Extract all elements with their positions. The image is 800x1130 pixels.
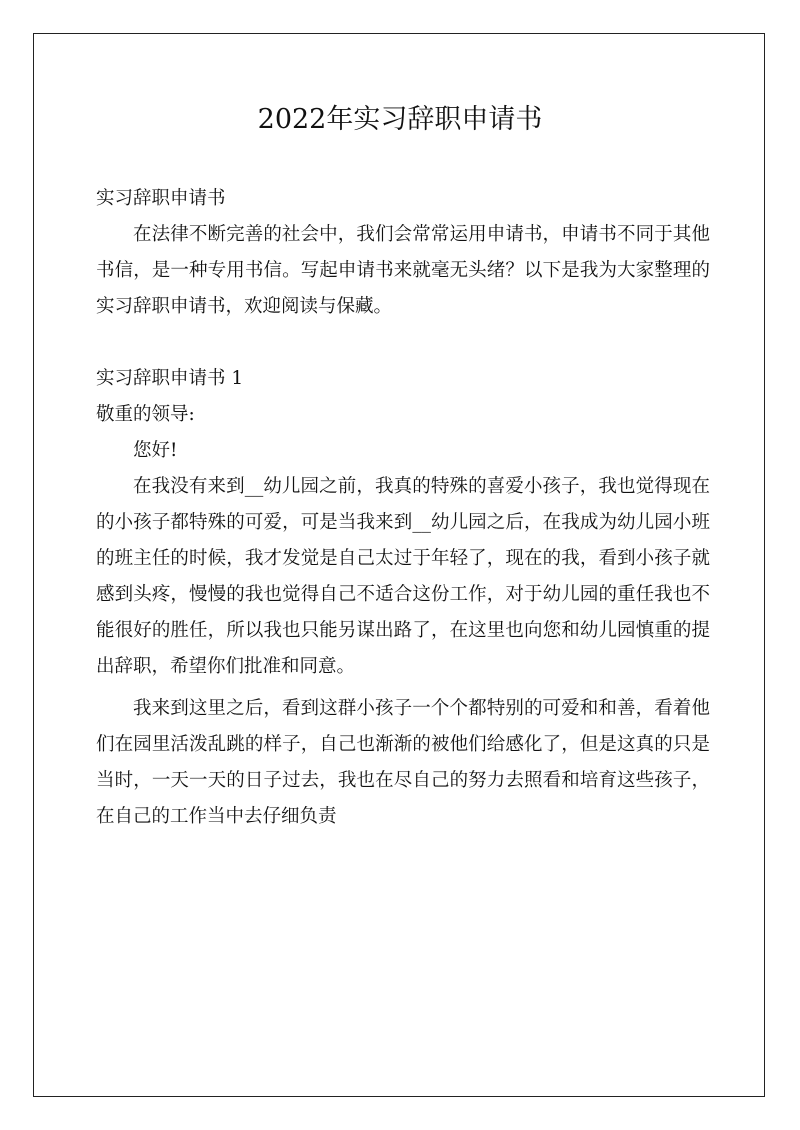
body-paragraph-2: 我来到这里之后，看到这群小孩子一个个都特别的可爱和和善，看着他们在园里活泼乱跳的样子，自己也渐渐的被他们给感化了，但是这真的只是当时，一天一天的日子过去，我也在尽自己的努力去照看和培育这些孩子，在自己的工作当中去仔细负责 — [96, 698, 710, 827]
greeting: 您好! — [133, 440, 178, 461]
document-body — [96, 181, 710, 835]
intro-paragraph: 在法律不断完善的社会中，我们会常常运用申请书，申请书不同于其他书信，是一种专用书信。写起申请书来就毫无头绪？以下是我为大家整理的实习辞职申请书，欢迎阅读与保藏。 — [96, 224, 710, 317]
salutation: 敬重的领导: — [96, 404, 195, 425]
document-heading: 实习辞职申请书 — [96, 188, 226, 209]
body-paragraph-1: 在我没有来到__幼儿园之前，我真的特殊的喜爱小孩子，我也觉得现在的小孩子都特殊的可爱，可是当我来到__幼儿园之后，在我成为幼儿园小班的班主任的时候，我才发觉是自己太过于年轻了，现在的我，看到小孩子就感到头疼，慢慢的我也觉得自己不适合这份工作，对于幼儿园的重任我也不能很好的胜任，所以我也只能另谋出路了，在这里也向您和幼儿园慎重的提出辞职，希望你们批准和同意。 — [96, 476, 710, 677]
spacer — [96, 325, 710, 361]
section-title: 实习辞职申请书 1 — [96, 368, 244, 389]
document-title: 2022年实习辞职申请书 — [257, 104, 543, 135]
